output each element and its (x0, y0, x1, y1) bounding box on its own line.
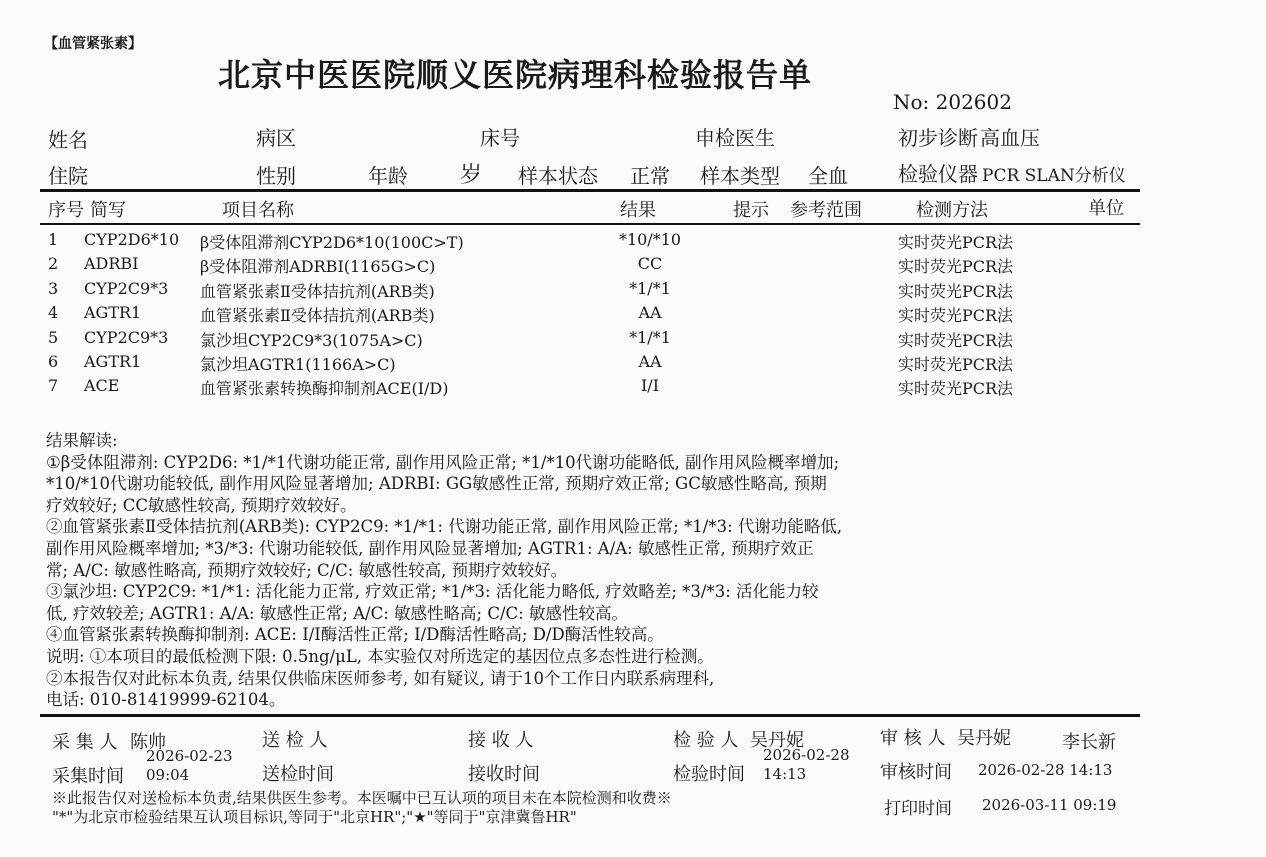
test-datetime (763, 746, 849, 784)
header-unit: 单位 (1088, 198, 1124, 219)
test-date: 2026-02-28 (763, 746, 850, 764)
note-hr-marks: "*"为北京市检验结果互认项目标识,等同于"北京HR";"★"等同于"京津冀鲁HR" (52, 808, 577, 826)
review-time: 2026-02-28 14:13 (978, 761, 1113, 779)
reviewer-label: 审 核 人 (880, 728, 946, 749)
sample-state-label: 样本状态 (518, 164, 598, 188)
cell-result: *1/*1 (629, 278, 671, 298)
header-method: 检测方法 (916, 200, 988, 221)
sample-state-value: 正常 (630, 164, 670, 188)
divider (40, 189, 1140, 192)
cell-name: 氯沙坦CYP2C9*3(1075A>C) (200, 330, 423, 350)
ward-label: 病区 (256, 126, 296, 150)
cell-method: 实时荧光PCR法 (898, 355, 1014, 374)
interpretation-line: 常; A/C: 敏感性略高, 预期疗效较好; C/C: 敏感性较高, 预期疗效较好。 (46, 560, 568, 580)
instrument-label: 检验仪器 (898, 162, 978, 186)
print-time: 2026-03-11 09:19 (982, 796, 1117, 814)
table-row (0, 254, 1266, 278)
result-interpretation (46, 430, 842, 711)
cell-result: CC (637, 254, 663, 274)
table-row (0, 328, 1266, 352)
test-time: 14:13 (763, 765, 807, 783)
cell-result: I/I (640, 376, 660, 396)
header-range: 参考范围 (790, 200, 862, 221)
divider (40, 714, 1140, 717)
interpretation-line: 电话: 010-81419999-62104。 (46, 690, 286, 710)
cell-result: AA (638, 352, 662, 371)
divider (40, 223, 1140, 225)
table-row (0, 303, 1266, 327)
interpretation-line: ④血管紧张素转换酶抑制剂: ACE: I/I酶活性正常; I/D酶活性略高; D/D酶活性较高。 (46, 625, 664, 645)
inpatient-label: 住院 (48, 164, 88, 188)
diagnosis-label: 初步诊断 (898, 126, 978, 150)
test-time-label: 检验时间 (673, 764, 745, 785)
header-result: 结果 (620, 200, 656, 221)
tester: 吴丹妮 (750, 730, 804, 751)
collect-date: 2026-02-23 (146, 747, 233, 765)
age-unit: 岁 (460, 163, 483, 188)
interpretation-line: ③氯沙坦: CYP2C9: *1/*1: 活化能力正常, 疗效正常; *1/*3: 活化能力略低, 疗效略差; *3/*3: 活化能力较 (46, 582, 819, 602)
cell-name: 血管紧张素转换酶抑制剂ACE(I/D) (200, 379, 449, 399)
sample-type-value: 全血 (808, 164, 848, 188)
receive-time-label: 接收时间 (468, 764, 540, 785)
cell-method: 实时荧光PCR法 (898, 330, 1014, 350)
report-title: 北京中医医院顺义医院病理科检验报告单 (218, 56, 813, 94)
interpretation-line: 结果解读: (46, 431, 118, 450)
cell-name: β受体阻滞剂ADRBI(1165G>C) (200, 257, 436, 277)
table-row (0, 376, 1266, 400)
report-category-tag: 【血管紧张素】 (44, 36, 142, 52)
cell-abbr: CYP2D6*10 (84, 230, 180, 249)
interpretation-line: ②血管紧张素Ⅱ受体拮抗剂(ARB类): CYP2C9: *1/*1: 代谢功能正常, 副作用风险正常; *1/*3: 代谢功能略低, (46, 517, 843, 537)
cell-abbr: CYP2C9*3 (84, 327, 169, 347)
age-label: 年龄 (368, 164, 408, 188)
table-row (0, 230, 1266, 254)
cell-result: *1/*1 (629, 327, 671, 347)
diagnosis-value: 高血压 (980, 126, 1040, 150)
interpretation-line: 疗效较好; CC敏感性较高, 预期疗效较好。 (46, 495, 357, 515)
table-row (0, 279, 1266, 303)
receiver-label: 接 收 人 (468, 730, 534, 751)
header-seq: 序号 (48, 200, 84, 221)
cell-name: 血管紧张素Ⅱ受体拮抗剂(ARB类) (200, 306, 435, 326)
cell-method: 实时荧光PCR法 (898, 306, 1014, 326)
header-name: 项目名称 (222, 200, 294, 221)
cell-method: 实时荧光PCR法 (898, 281, 1014, 301)
collect-datetime (146, 747, 232, 785)
cell-abbr: AGTR1 (84, 303, 142, 323)
collect-time: 09:04 (146, 766, 190, 784)
print-time-label: 打印时间 (884, 799, 952, 819)
cell-name: 氯沙坦AGTR1(1166A>C) (200, 355, 396, 374)
header-abbr: 简写 (90, 200, 126, 221)
cell-method: 实时荧光PCR法 (898, 233, 1014, 252)
report-number: No: 202602 (893, 90, 1012, 114)
cell-abbr: ACE (84, 376, 120, 396)
bed-label: 床号 (480, 126, 520, 150)
cell-seq: 4 (48, 303, 59, 323)
cell-seq: 6 (48, 352, 59, 371)
cell-name: β受体阻滞剂CYP2D6*10(100C>T) (200, 233, 464, 252)
cell-seq: 2 (48, 254, 59, 274)
cell-abbr: CYP2C9*3 (84, 278, 169, 298)
sender-label: 送 检 人 (262, 730, 328, 751)
cell-seq: 5 (48, 327, 59, 347)
collect-time-label: 采集时间 (52, 766, 124, 787)
note-mutual-recognition: ※此报告仅对送检标本负责,结果供医生参考。本医嘱中已互认项的项目未在本院检测和收费※ (52, 789, 672, 807)
reviewer: 吴丹妮 (957, 728, 1011, 749)
cell-name: 血管紧张素Ⅱ受体拮抗剂(ARB类) (200, 281, 435, 301)
doctor-label: 申检医生 (695, 126, 775, 150)
name-label: 姓名 (48, 128, 88, 152)
cell-result: *10/*10 (618, 230, 682, 249)
interpretation-line: 副作用风险概率增加; *3/*3: 代谢功能较低, 副作用风险显著增加; AGTR1: A/A: 敏感性正常, 预期疗效正 (46, 538, 814, 558)
collector-label: 采 集 人 (52, 732, 118, 753)
interpretation-line: ②本报告仅对此标本负责, 结果仅供临床医师参考, 如有疑议, 请于10个工作日内联系病理科, (46, 668, 715, 688)
table-row (0, 352, 1266, 376)
cell-abbr: ADRBI (84, 254, 139, 274)
cell-abbr: AGTR1 (84, 352, 142, 371)
cell-result: AA (638, 303, 662, 323)
cell-seq: 1 (48, 230, 59, 249)
sex-label: 性别 (256, 164, 296, 188)
tester-label: 检 验 人 (673, 730, 739, 751)
header-hint: 提示 (733, 200, 769, 221)
send-time-label: 送检时间 (262, 764, 334, 785)
instrument-value: PCR SLAN分析仪 (982, 166, 1126, 186)
cell-method: 实时荧光PCR法 (898, 257, 1014, 277)
interpretation-line: ①β受体阻滞剂: CYP2D6: *1/*1代谢功能正常, 副作用风险正常; *1/*10代谢功能略低, 副作用风险概率增加; (46, 452, 840, 472)
sample-type-label: 样本类型 (700, 164, 780, 188)
interpretation-line: 低, 疗效较差; AGTR1: A/A: 敏感性正常; A/C: 敏感性略高; C/C: 敏感性较高。 (46, 603, 628, 623)
cell-method: 实时荧光PCR法 (898, 379, 1014, 399)
cell-seq: 3 (48, 278, 59, 298)
review-time-label: 审核时间 (880, 762, 952, 783)
signature: 李长新 (1062, 732, 1116, 753)
interpretation-line: *10/*10代谢功能较低, 副作用风险显著增加; ADRBI: GG敏感性正常, 预期疗效正常; GC敏感性略高, 预期 (46, 474, 827, 494)
interpretation-line: 说明: ①本项目的最低检测下限: 0.5ng/μL, 本实验仅对所选定的基因位点多态性进行检测。 (46, 646, 714, 666)
cell-seq: 7 (48, 376, 59, 396)
collector: 陈帅 (130, 732, 166, 753)
